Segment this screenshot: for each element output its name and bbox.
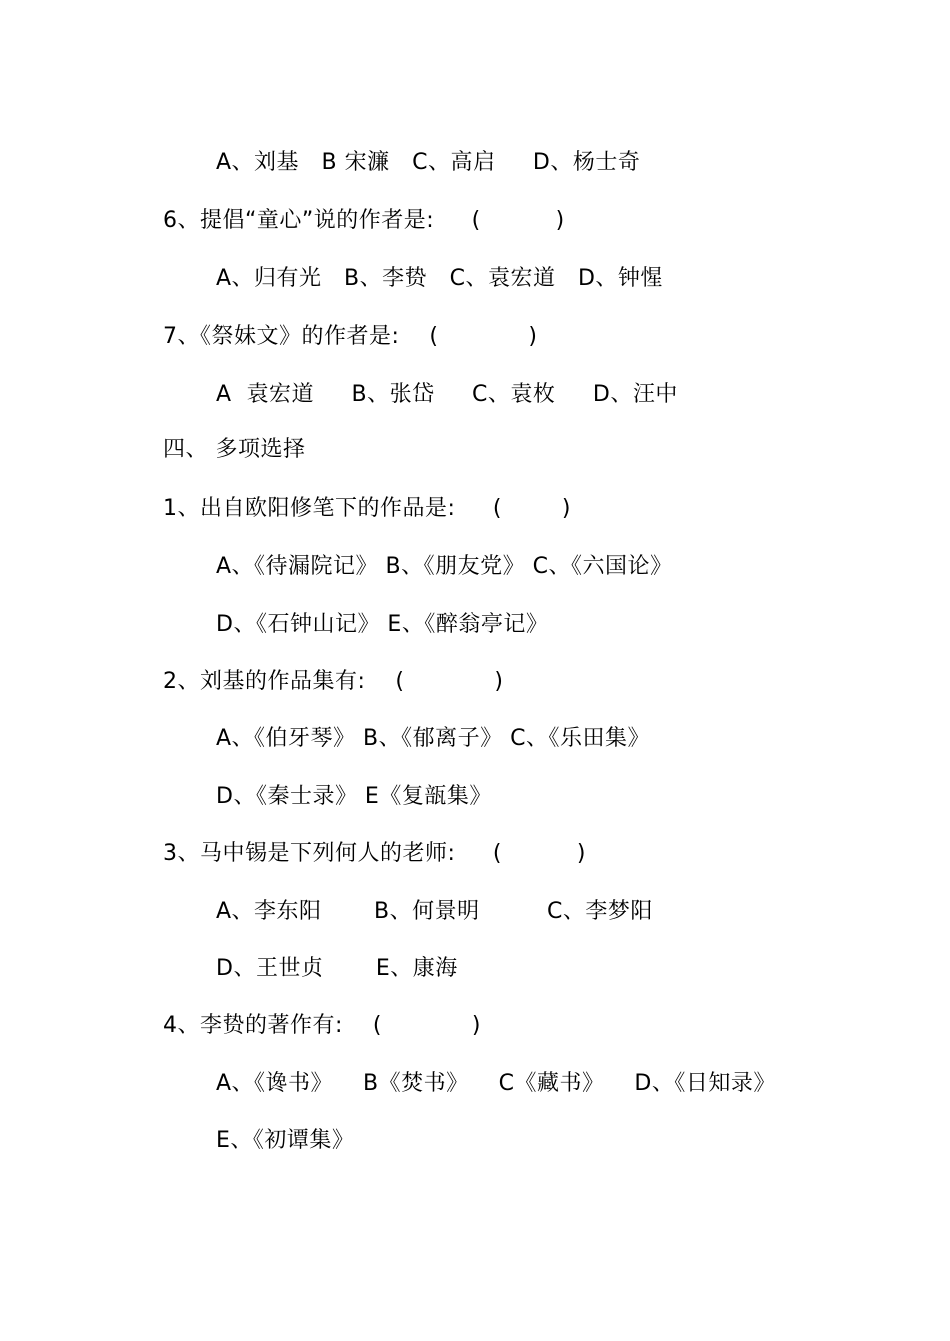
mq2-options-1: A、《伯牙琴》 B、《郁离子》 C、《乐田集》 — [216, 726, 650, 751]
q5-options: A、刘基 B 宋濂 C、高启 D、杨士奇 — [216, 150, 641, 175]
q6-question: 6、提倡“童心”说的作者是: ( ) — [163, 208, 565, 233]
q6-options: A、归有光 B、李贽 C、袁宏道 D、钟惺 — [216, 266, 663, 291]
mq4-options-2: E、《初谭集》 — [216, 1128, 355, 1153]
section-heading: 四、 多项选择 — [163, 437, 306, 462]
mq3-options-2: D、王世贞 E、康海 — [216, 956, 458, 981]
q7-options: A 袁宏道 B、张岱 C、袁枚 D、汪中 — [216, 382, 678, 407]
mq1-question: 1、出自欧阳修笔下的作品是: ( ) — [163, 496, 571, 521]
mq1-options-1: A、《待漏院记》 B、《朋友党》 C、《六国论》 — [216, 554, 673, 579]
mq3-options-1: A、李东阳 B、何景明 C、李梦阳 — [216, 899, 653, 924]
mq4-options-1: A、《谗书》 B《焚书》 C《藏书》 D、《日知录》 — [216, 1071, 776, 1096]
q7-question: 7、《祭妹文》的作者是: ( ) — [163, 324, 538, 349]
mq3-question: 3、马中锡是下列何人的老师: ( ) — [163, 841, 586, 866]
mq1-options-2: D、《石钟山记》 E、《醉翁亭记》 — [216, 612, 549, 637]
mq2-options-2: D、《秦士录》 E《复瓿集》 — [216, 784, 492, 809]
mq4-question: 4、李贽的著作有: ( ) — [163, 1013, 481, 1038]
mq2-question: 2、刘基的作品集有: ( ) — [163, 669, 504, 694]
